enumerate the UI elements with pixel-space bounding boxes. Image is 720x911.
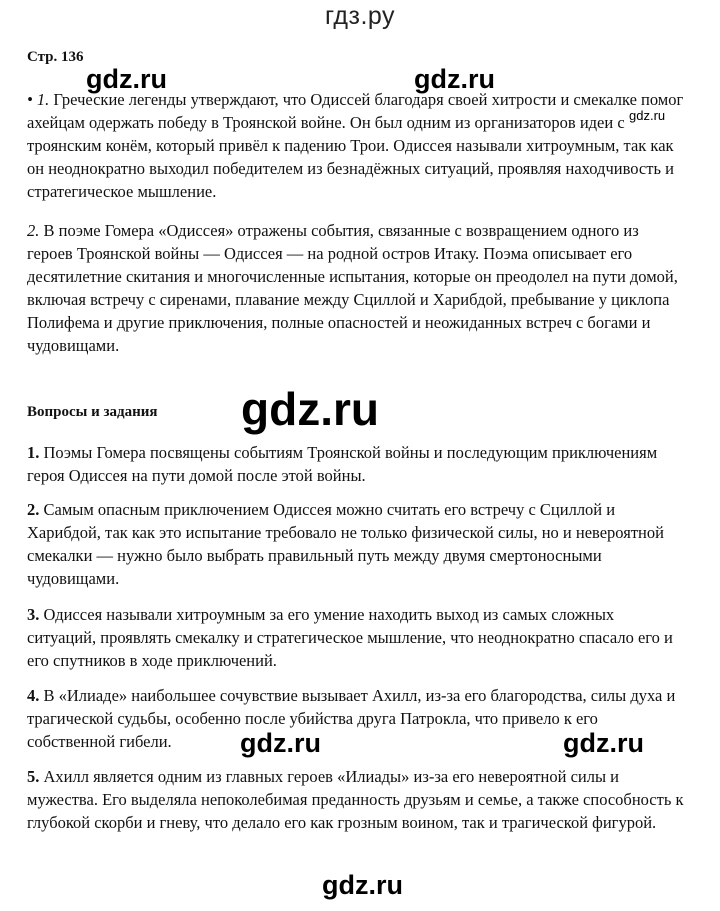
answer-text: Одиссея называли хитроумным за его умение находить выход из самых сложных ситуаций, проявлять смекалку и стратегическое мышление, что неоднократно спасало его и его спутников в ходе приключений. (27, 605, 673, 670)
answer-text: Самым опасным приключением Одиссея можно считать его встречу с Сциллой и Харибдой, так как это испытание требовало не только физической силы, но и невероятной смекалки — нужно было выбрать правильный путь между двумя смертоносными чудовищами. (27, 500, 664, 588)
item-number: 4. (27, 686, 40, 705)
question-answer-1 (27, 441, 687, 487)
answer-text: Поэмы Гомера посвящены событиям Троянской войны и последующим приключениям героя Одиссея на пути домой после этой войны. (27, 443, 658, 485)
answer-paragraph-1 (27, 88, 687, 203)
section-heading: Вопросы и задания (27, 404, 158, 420)
question-answer-5 (27, 765, 687, 834)
answer-text: В «Илиаде» наибольшее сочувствие вызывает Ахилл, из-за его благородства, силы духа и трагической судьбы, особенно после убийства друга Патрокла, что привело к его собственной гибели. (27, 686, 676, 751)
paragraph-text: Греческие легенды утверждают, что Одиссей благодаря своей хитрости и смекалке помог ахейцам одержать победу в Троянской войне. Он был одним из организаторов идеи с троянским конём, который привёл к падению Трои. Одиссея называли хитроумным, так как он неоднократно выходил победителем из безнадёжных ситуаций, проявляя находчивость и стратегическое мышление. (27, 90, 684, 201)
paragraph-text: В поэме Гомера «Одиссея» отражены события, связанные с возвращением одного из героев Троянской войны — Одиссея — на родной остров Итаку. Поэма описывает его десятилетние скитания и многочисленные испытания, которые он преодолел на пути домой, включая встречу с сиренами, плавание между Сциллой и Харибдой, пребывание у циклопа Полифема и другие приключения, полные опасностей и неожиданных встреч с богами и чудовищами. (27, 221, 678, 355)
watermark: gdz.ru (414, 64, 495, 94)
item-number: 2. (27, 221, 40, 240)
watermark: gdz.ru (240, 728, 321, 758)
watermark: gdz.ru (322, 870, 403, 900)
watermark: gdz.ru (629, 108, 666, 123)
watermark: gdz.ru (86, 64, 167, 94)
item-number: • 1. (27, 90, 50, 109)
watermark: gdz.ru (563, 728, 644, 758)
answer-paragraph-2 (27, 219, 687, 357)
item-number: 2. (27, 500, 40, 519)
item-number: 3. (27, 605, 40, 624)
question-answer-3 (27, 603, 687, 672)
site-header[interactable]: гдз.ру (324, 2, 396, 30)
watermark: gdz.ru (241, 383, 379, 435)
answer-text: Ахилл является одним из главных героев «Илиады» из-за его невероятной силы и мужества. Его выделяла непоколебимая преданность друзьям и семье, а также способность к глубокой скорби и гневу, что делало его как грозным воином, так и трагической фигурой. (27, 767, 684, 832)
item-number: 5. (27, 767, 40, 786)
item-number: 1. (27, 443, 40, 462)
page-number: Стр. 136 (27, 49, 84, 65)
question-answer-2 (27, 498, 687, 590)
